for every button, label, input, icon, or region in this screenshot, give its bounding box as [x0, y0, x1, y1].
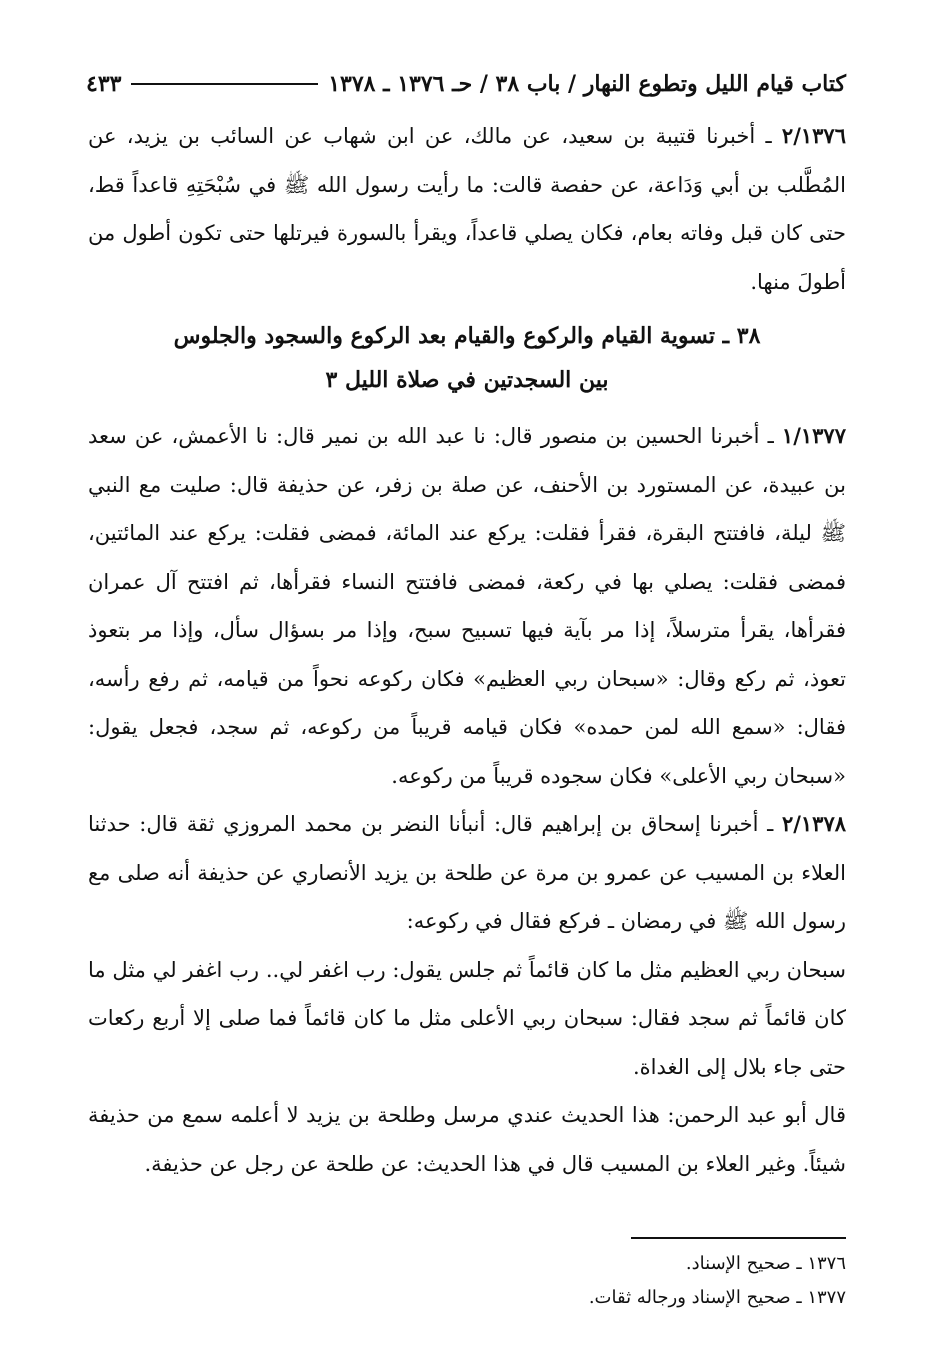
page-body	[88, 112, 846, 1188]
footnotes	[88, 1237, 846, 1315]
hadith-1377	[88, 412, 846, 800]
footnote-1377: ١٣٧٧ ـ صحيح الإسناد ورجاله ثقات.	[588, 1287, 846, 1308]
chapter-heading	[88, 314, 846, 402]
author-comment: قال أبو عبد الرحمن: هذا الحديث عندي مرسل وطلحة بن يزيد لا أعلمه سمع من حذيفة شيئاً. وغير العلاء بن المسيب قال في هذا الحديث: عن طلحة عن رجل عن حذيفة.	[88, 1103, 846, 1176]
chapter-heading-line-1: ٣٨ ـ تسوية القيام والركوع والقيام بعد الركوع والسجود والجلوس	[173, 323, 761, 349]
hadith-text: ـ أخبرنا قتيبة بن سعيد، عن مالك، عن ابن شهاب عن السائب بن يزيد، عن المُطَّلب بن أبي وَدَاعة، عن حفصة قالت: ما رأيت رسول الله ﷺ في سُبْحَتِهِ قاعداً قط، حتى كان قبل وفاته بعام، فكان يصلي قاعداً، ويقرأ بالسورة فيرتلها حتى تكون أطول من أطولَ منها.	[88, 124, 846, 294]
running-header	[86, 64, 846, 104]
hadith-number: ٢/١٣٧٦	[781, 123, 846, 148]
hadith-1378-continuation: سبحان ربي العظيم مثل ما كان قائماً ثم جلس يقول: رب اغفر لي.. رب اغفر لي مثل ما كان قائماً ثم سجد فقال: سبحان ربي الأعلى مثل ما كان قائماً فما صلى إلا أربع ركعات حتى جاء بلال إلى الغداة.	[88, 957, 846, 1079]
hadith-number: ١/١٣٧٧	[781, 423, 846, 448]
page-number: ٤٣٣	[86, 71, 122, 97]
footnote-rule	[631, 1237, 846, 1239]
hadith-1378	[88, 800, 846, 946]
hadith-1376	[88, 112, 846, 306]
hadith-text: ـ أخبرنا الحسين بن منصور قال: نا عبد الله بن نمير قال: نا الأعمش، عن سعد بن عبيدة، عن المستورد بن الأحنف، عن صلة بن زفر، عن حذيفة قال: صليت مع النبي ﷺ ليلة، فافتتح البقرة، فقرأ فقلت: يركع عند المائة، فمضى فقلت: يركع عند المائتين، فمضى فقلت: يصلي بها في ركعة، فمضى فافتتح النساء فقرأها، ثم افتتح آل عمران فقرأها، يقرأ مترسلاً، إذا مر بآية فيها تسبيح سبح، وإذا مر بسؤال سأل، وإذا مر بتعوذ تعوذ، ثم ركع وقال: «سبحان ربي العظيم» فكان ركوعه نحواً من قيامه، ثم رفع رأسه، فقال: «سمع الله لمن حمده» فكان قيامه قريباً من ركوعه، ثم سجد، فجعل يقول: «سبحان ربي الأعلى» فكان سجوده قريباً من ركوعه.	[88, 424, 846, 788]
header-rule	[131, 83, 318, 85]
chapter-heading-line-2: بين السجدتين في صلاة الليل ٣	[325, 367, 609, 393]
hadith-text: ـ أخبرنا إسحاق بن إبراهيم قال: أنبأنا النضر بن محمد المروزي ثقة قال: حدثنا العلاء بن المسيب عن عمرو بن مرة عن طلحة بن يزيد الأنصاري عن حذيفة أنه صلى مع رسول الله ﷺ في رمضان ـ فركع فقال في ركوعه:	[88, 812, 846, 933]
hadith-number: ٢/١٣٧٨	[781, 811, 847, 836]
header-title: كتاب قيام الليل وتطوع النهار / باب ٣٨ / حـ ١٣٧٦ ـ ١٣٧٨	[328, 71, 846, 97]
footnote-1376: ١٣٧٦ ـ صحيح الإسناد.	[685, 1253, 846, 1274]
